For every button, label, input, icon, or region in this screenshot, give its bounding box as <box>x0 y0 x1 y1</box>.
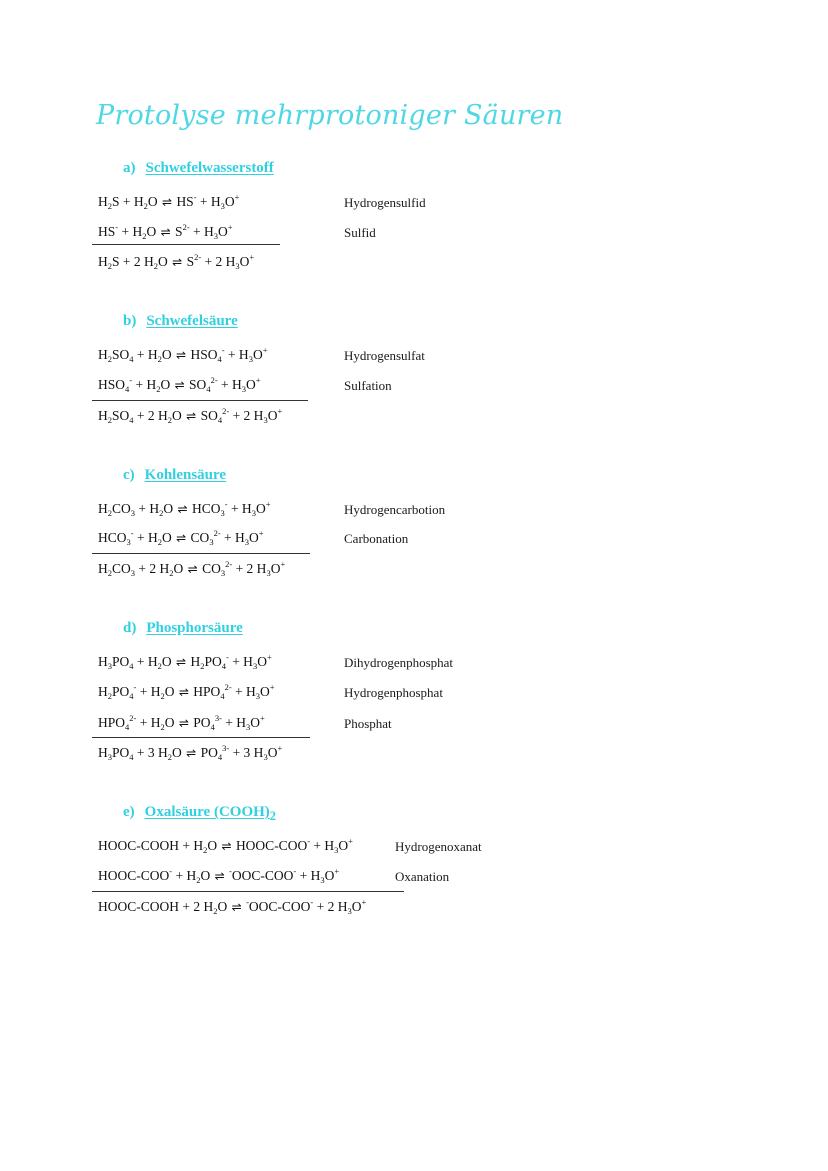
equation-total: $H_3PO_4 + 3$ $H_2O$ ⇌ $PO_4^{3-} + 3$ $H_3O^+$ <box>98 743 283 762</box>
equation-step-2: HOOC-COO- + $H_2O$ ⇌ $^-OOC-COO^- + H_3O^+$ <box>98 866 340 885</box>
section-heading: e) Oxalsäure $(COOH)_2$ <box>123 804 277 823</box>
equation-step-1: HOOC-COOH + $H_2O$ ⇌ HOOC-COO- + $H_3O^+$ <box>98 836 353 855</box>
sum-rule <box>92 891 404 892</box>
equation-total: HOOC-COOH + 2 $H_2O$ ⇌ -OOC-COO- + 2 $H_3O^+$ <box>98 897 367 916</box>
section-heading: d) Phosphorsäure <box>123 620 243 636</box>
equation-step-1: $H_2SO_4 + H_2O$ ⇌ $HSO_4^- + H_3O^+$ <box>98 345 268 364</box>
product-label: Hydrogenoxanat <box>395 839 482 854</box>
sum-rule <box>92 553 310 554</box>
equation-step-1: $H_3PO_4 + H_2O$ ⇌ $H_2PO_4^- + H_3O^+$ <box>98 652 272 671</box>
product-label: Hydrogensulfid <box>344 195 426 210</box>
equation-step-2: $H_2PO_4^- + H_2O$ ⇌ $HPO_4^{2-} + H_3O^+$ <box>98 682 275 701</box>
product-label: Hydrogenphosphat <box>344 685 443 700</box>
product-label: Carbonation <box>344 531 409 546</box>
product-label: Hydrogencarbotion <box>344 502 446 517</box>
equation-total: $H_2CO_3 + 2$ $H_2O$ ⇌ $CO_3^{2-} + 2$ $H_3O^+$ <box>98 559 286 578</box>
equation-step-1: $H_2S + H_2O$ ⇌ $HS^- + H_3O^+$ <box>98 192 240 211</box>
page-title: Protolyse mehrprotoniger Säuren <box>96 100 564 131</box>
section-heading: b) Schwefelsäure <box>123 313 238 329</box>
equation-step-2: $HSO_4^- + H_2O$ ⇌ $SO_4^{2-} + H_3O^+$ <box>98 375 261 394</box>
sum-rule <box>92 244 280 245</box>
product-label: Hydrogensulfat <box>344 348 425 363</box>
equation-step-2: $HCO_3^- + H_2O$ ⇌ $CO_3^{2-} + H_3O^+$ <box>98 528 264 547</box>
equation-total: $H_2SO_4 + 2$ $H_2O$ ⇌ $SO_4^{2-} + 2$ $H_3O^+$ <box>98 406 283 425</box>
product-label: Oxanation <box>395 869 450 884</box>
section-heading: a) Schwefelwasserstoff <box>123 160 274 176</box>
product-label: Sulfid <box>344 225 376 240</box>
sum-rule <box>92 400 308 401</box>
product-label: Sulfation <box>344 378 392 393</box>
product-label: Dihydrogenphosphat <box>344 655 454 670</box>
equation-step-2: $HS^- + H_2O$ ⇌ $S^{2-} + H_3O^+$ <box>98 222 233 241</box>
sum-rule <box>92 737 310 738</box>
equation-step-1: $H_2CO_3 + H_2O$ ⇌ $HCO_3^- + H_3O^+$ <box>98 499 271 518</box>
equation-total: $H_2S + 2$ $H_2O$ ⇌ $S^{2-} + 2$ $H_3O^+$ <box>98 252 255 271</box>
section-heading: c) Kohlensäure <box>123 467 227 483</box>
equation-step-3: $HPO_4^{2-} + H_2O$ ⇌ $PO_4^{3-} + H_3O^+$ <box>98 713 265 732</box>
product-label: Phosphat <box>344 716 392 731</box>
